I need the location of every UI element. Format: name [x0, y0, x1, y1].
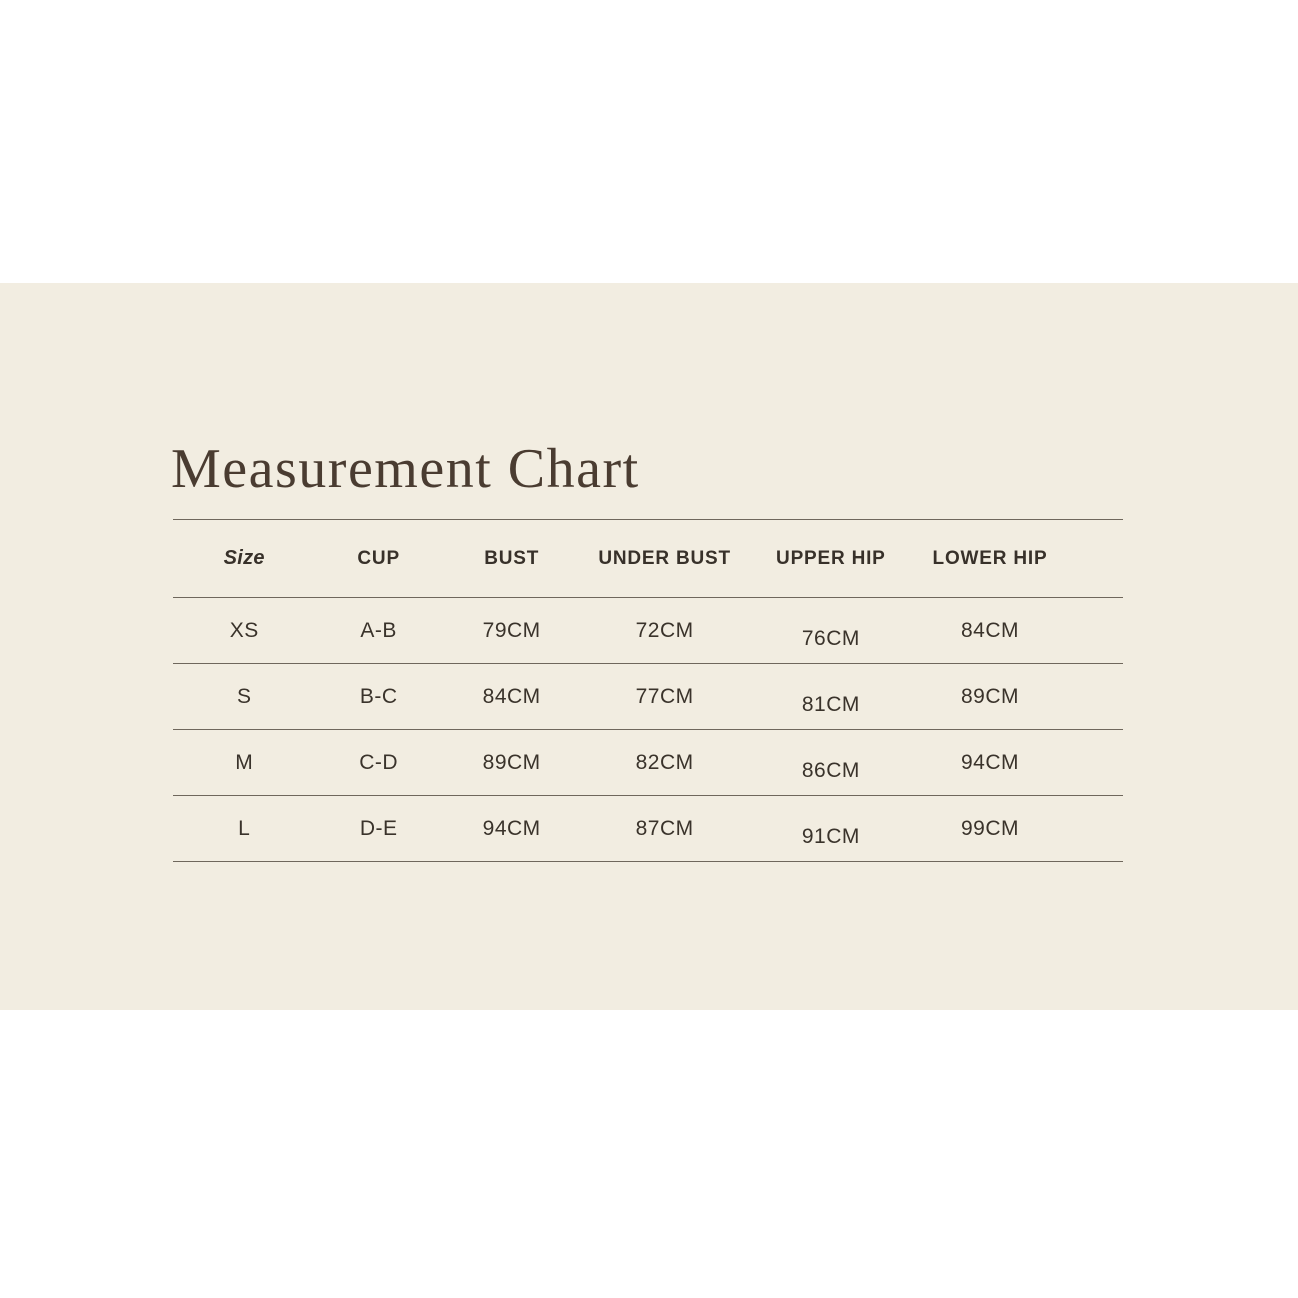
table-row-s — [173, 664, 1123, 730]
column-header-upper-hip: UPPER HIP — [776, 547, 886, 569]
measurement-cell: 76CM — [801, 626, 860, 650]
measurement-cell: 89CM — [482, 750, 541, 774]
column-header-cup: CUP — [357, 547, 400, 569]
measurement-cell: 94CM — [960, 750, 1019, 774]
column-header-under-bust: UNDER BUST — [598, 547, 731, 569]
size-cell: S — [236, 684, 252, 708]
measurement-cell: 72CM — [635, 618, 694, 642]
size-cell: M — [235, 750, 254, 774]
measurement-cell: C-D — [359, 750, 399, 774]
column-header-size: Size — [223, 547, 265, 569]
table-row-m — [173, 730, 1123, 796]
measurement-cell: B-C — [359, 684, 398, 708]
measurement-cell: 87CM — [635, 816, 694, 840]
measurement-cell: 94CM — [482, 816, 541, 840]
measurement-table — [173, 519, 1123, 862]
table-header-row — [173, 520, 1123, 598]
measurement-cell: 81CM — [801, 692, 860, 716]
measurement-cell: 79CM — [482, 618, 541, 642]
measurement-cell: 86CM — [801, 758, 860, 782]
table-body — [173, 598, 1123, 862]
measurement-cell: 84CM — [482, 684, 541, 708]
size-cell: XS — [229, 618, 259, 642]
size-cell: L — [238, 816, 251, 840]
measurement-cell: 84CM — [960, 618, 1019, 642]
table-row-xs — [173, 598, 1123, 664]
measurement-panel — [0, 283, 1298, 1010]
measurement-cell: A-B — [360, 618, 397, 642]
measurement-cell: 99CM — [960, 816, 1019, 840]
measurement-cell: 89CM — [960, 684, 1019, 708]
page-title: Measurement Chart — [171, 438, 640, 500]
column-header-lower-hip: LOWER HIP — [932, 547, 1048, 569]
measurement-cell: 82CM — [635, 750, 694, 774]
measurement-cell: 77CM — [635, 684, 694, 708]
table-row-l — [173, 796, 1123, 862]
column-header-bust: BUST — [484, 547, 540, 569]
measurement-cell: D-E — [359, 816, 398, 840]
measurement-cell: 91CM — [801, 824, 860, 848]
